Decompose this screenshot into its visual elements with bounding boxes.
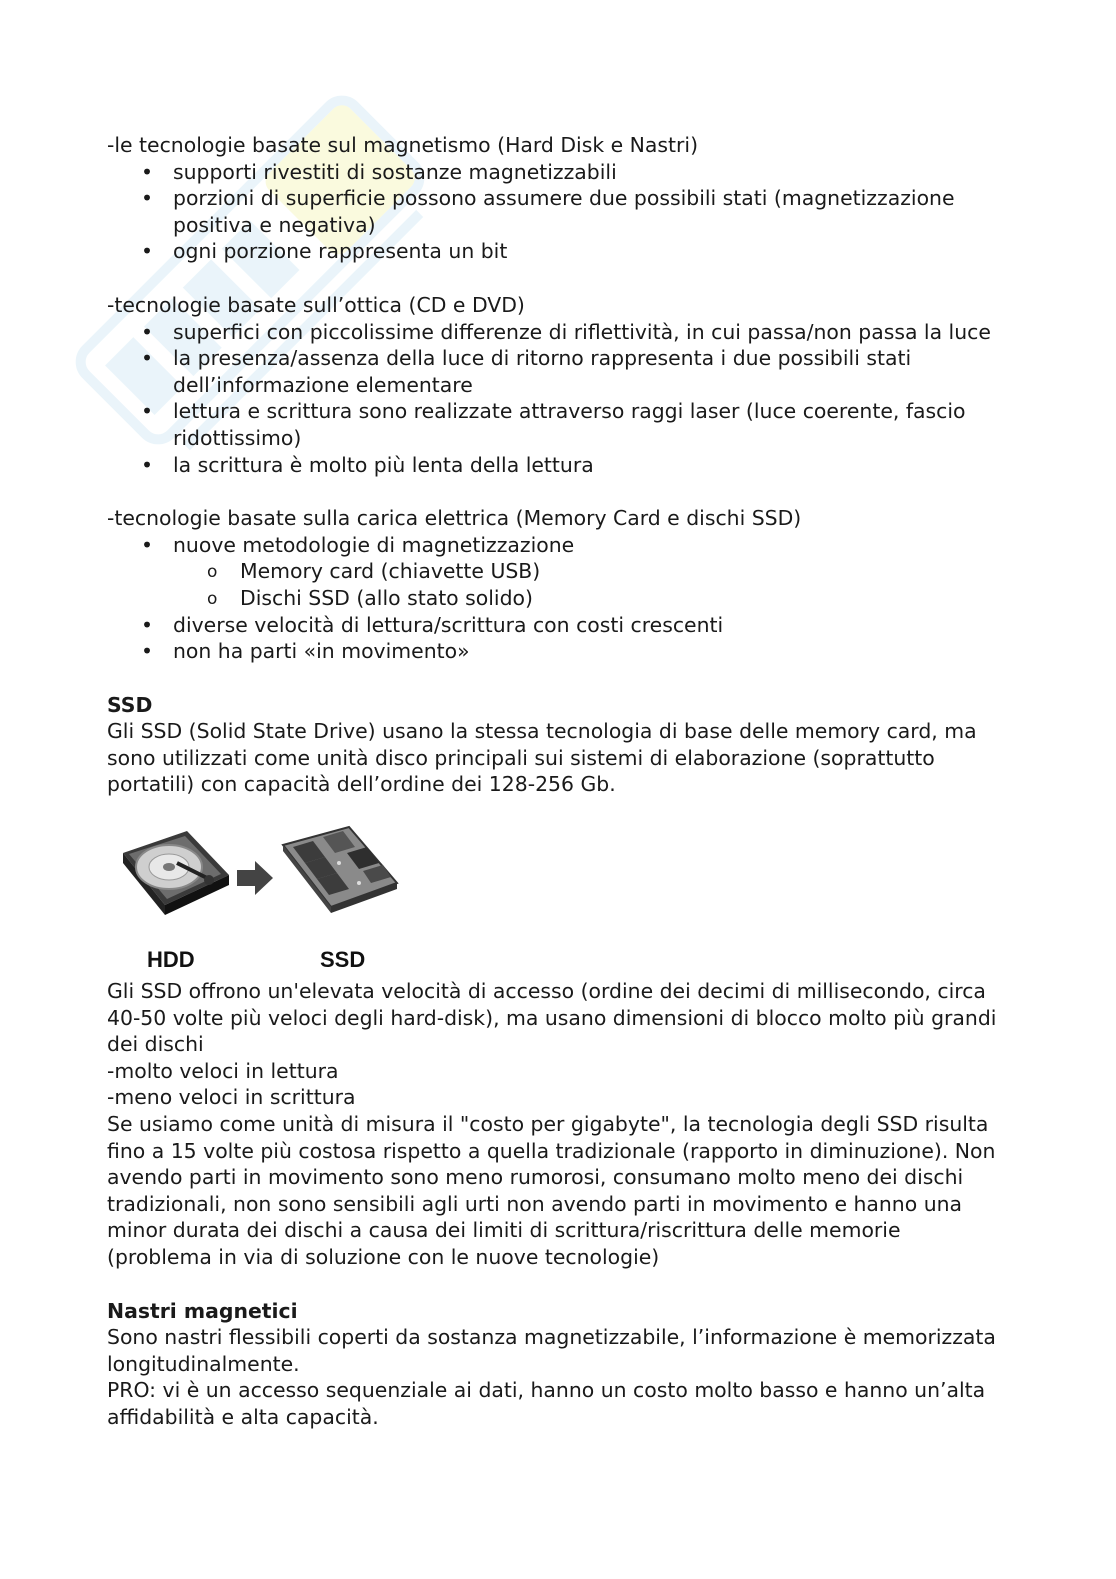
arrow-right-icon <box>237 861 273 895</box>
hdd-ssd-figure <box>107 823 1007 978</box>
bullet-list <box>107 159 1007 265</box>
list-item: • nuove metodologie di magnetizzazione <box>107 532 1007 559</box>
section-optical <box>107 292 1007 478</box>
paragraph: Gli SSD offrono un'elevata velocità di accesso (ordine dei decimi di millisecondo, circa 40-50 volte più veloci degli hard-disk), ma usano dimensioni di blocco molto più grandi dei dischi <box>107 979 997 1057</box>
text-line: -meno veloci in scrittura <box>107 1085 356 1110</box>
list-item: • diverse velocità di lettura/scrittura con costi crescenti <box>107 612 1007 639</box>
ssd-image <box>279 823 399 918</box>
section-magnetism <box>107 132 1007 265</box>
list-item: • porzioni di superficie possono assumere due possibili stati (magnetizzazione positiva e negativa) <box>107 185 1007 238</box>
paragraph: PRO: vi è un accesso sequenziale ai dati, hanno un costo molto basso e hanno un’alta affidabilità e alta capacità. <box>107 1378 986 1429</box>
list-item: • la scrittura è molto più lenta della lettura <box>107 452 1007 479</box>
bullet-list <box>107 532 1007 559</box>
section-lead: -tecnologie basate sulla carica elettrica (Memory Card e dischi SSD) <box>107 506 802 531</box>
list-item: • ogni porzione rappresenta un bit <box>107 238 1007 265</box>
hdd-image <box>117 823 232 918</box>
list-item: • superfici con piccolissime differenze di riflettività, in cui passa/non passa la luce <box>107 319 1007 346</box>
section-tapes <box>107 1298 1007 1431</box>
section-ssd <box>107 692 1007 1271</box>
list-item: • lettura e scrittura sono realizzate attraverso raggi laser (luce coerente, fascio ridottissimo) <box>107 398 1007 451</box>
document-page <box>107 132 1007 1431</box>
list-item: • supporti rivestiti di sostanze magnetizzabili <box>107 159 1007 186</box>
bullet-list <box>107 612 1007 665</box>
section-lead: -tecnologie basate sull’ottica (CD e DVD) <box>107 292 525 317</box>
sub-list-item: o Dischi SSD (allo stato solido) <box>107 585 1007 612</box>
paragraph: Se usiamo come unità di misura il "costo per gigabyte", la tecnologia degli SSD risulta fino a 15 volte più costosa rispetto a quella tradizionale (rapporto in diminuzione). Non avendo parti in movimento sono meno rumorosi, consumano molto meno dei dischi tradizionali, non sono sensibili agli urti non avendo parti in movimento e hanno una minor durata dei dischi a causa dei limiti di scrittura/riscrittura delle memorie (problema in via di soluzione con le nuove tecnologie) <box>107 1112 996 1269</box>
section-lead: -le tecnologie basate sul magnetismo (Hard Disk e Nastri) <box>107 133 699 157</box>
paragraph: Gli SSD (Solid State Drive) usano la stessa tecnologia di base delle memory card, ma sono utilizzati come unità disco principali sui sistemi di elaborazione (soprattutto portatili) con capacità dell’ordine dei 128-256 Gb. <box>107 719 977 797</box>
ssd-label: SSD <box>320 947 366 973</box>
hdd-label: HDD <box>147 947 195 973</box>
section-electric <box>107 505 1007 665</box>
sub-list-item: o Memory card (chiavette USB) <box>107 558 1007 585</box>
text-line: -molto veloci in lettura <box>107 1058 339 1083</box>
list-item: • la presenza/assenza della luce di ritorno rappresenta i due possibili stati dell’informazione elementare <box>107 345 1007 398</box>
list-item: • non ha parti «in movimento» <box>107 638 1007 665</box>
bullet-list <box>107 319 1007 479</box>
section-heading: Nastri magnetici <box>107 1298 298 1323</box>
sub-list <box>107 558 1007 611</box>
section-heading: SSD <box>107 692 153 717</box>
paragraph: Sono nastri flessibili coperti da sostanza magnetizzabile, l’informazione è memorizzata longitudinalmente. <box>107 1325 996 1376</box>
